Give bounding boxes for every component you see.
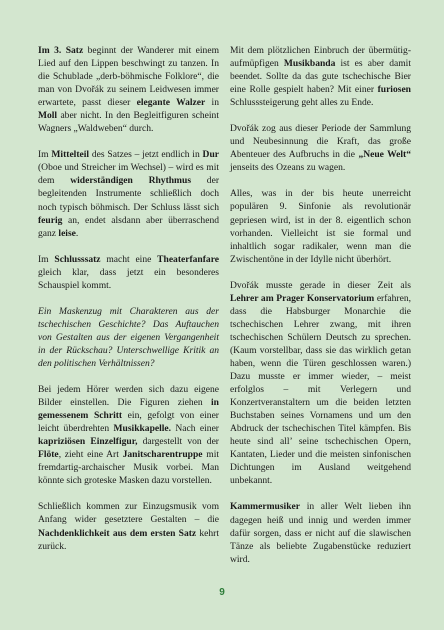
text-run: in [205, 97, 219, 109]
bold-text: Janitscharentruppe [122, 449, 203, 461]
bold-text: Musikkapelle. [113, 423, 172, 435]
bold-text: Schlusssatz [54, 253, 101, 265]
bold-text: Mittelteil [51, 149, 90, 161]
paragraph [38, 148, 219, 239]
bold-text: furiosen [377, 84, 411, 96]
text-run: Im [38, 253, 55, 265]
text-run: mit fremdartig-archaischer Musik vorbei. Man könnte sich groteske Masken dazu vorstellen. [38, 449, 219, 487]
text-run: an, endet alsdann aber überraschend ganz [38, 214, 219, 239]
paragraph [230, 44, 411, 109]
text-run: jenseits des Ozeans zu wagen. [230, 162, 346, 174]
right-column [230, 44, 411, 579]
bold-text: feurig [38, 214, 63, 226]
text-run: Alles, was in der bis heute unerreicht populären 9. Sinfonie als revolutionär gepriesen wird, ist in der 8. eigentlich schon vorhanden. Vielleicht ist sie formal und inhaltlich sogar radikaler, wenn man die Zwischentöne in der Idylle nicht überhört. [230, 188, 411, 265]
text-run: in aller Welt lieben ihn dagegen heiß und innig und werden immer dafür sorgen, dass er nicht auf die slawischen Tänze als beliebte Zugabenstücke reduziert wird. [230, 501, 411, 565]
text-run: Schließlich kommen zur Einzugsmusik vom Anfang wider gesetztere Gestalten – die [38, 501, 219, 526]
bold-text: Flöte [38, 449, 59, 461]
bold-text: Musikbanda [283, 58, 336, 70]
bold-text: Im 3. Satz [38, 45, 84, 56]
text-run: Dvořák musste gerade in dieser Zeit als [230, 279, 411, 291]
paragraph [230, 500, 411, 565]
text-run: des Satzes – jetzt endlich in [89, 149, 203, 161]
bold-text: Kammermusiker [230, 501, 300, 513]
text-run: Nach einer [171, 423, 219, 435]
bold-text: Lehrer am Prager Konservatorium [230, 292, 375, 304]
bold-text: kapriziösen Einzelfigur, [38, 436, 138, 448]
paragraph [38, 44, 219, 135]
text-run: dargestellt von der [137, 436, 219, 448]
bold-text: widerständigen Rhythmus [70, 175, 192, 187]
bold-text: in gemessenem Schritt [38, 397, 219, 422]
bold-text: elegante Walzer [136, 97, 206, 109]
bold-text: Theaterfanfare [157, 253, 219, 265]
paragraph [38, 253, 219, 292]
page-number: 9 [219, 587, 225, 598]
paragraph [38, 305, 219, 370]
text-run: Bei jedem Hörer werden sich dazu eigene Bilder einstellen. Die Figuren ziehen [38, 384, 219, 409]
text-run: Schlusssteigerung geht alles zu Ende. [230, 97, 374, 109]
text-run: Dvořák zog aus dieser Periode der Sammlung und Neubesinnung die Kraft, das große Abenteuer des Aufbruchs in die [230, 123, 411, 161]
bold-text: „Neue Welt“ [358, 149, 411, 161]
bold-text: Nachdenklichkeit aus dem ersten Satz [38, 527, 197, 539]
text-run: kehrt zurück. [38, 527, 219, 552]
text-run: ist es aber damit beendet. Sollte da das gute tschechische Bier eine Rolle gespielt haben? Mit einer [230, 58, 411, 96]
text-run: beginnt der Wanderer mit einem Lied auf den Lippen beschwingt zu tanzen. In die Schublade „derb-böhmische Folklore“, die man von Dvořák zu seinem Leidwesen immer erwartete, passt dieser [38, 45, 219, 109]
text-run: (Oboe und Streicher im Wechsel) – wird es mit dem [38, 162, 219, 187]
text-run: Mit dem plötzlichen Einbruch der übermütig-aufmüpfigen [230, 45, 411, 70]
text-run: erfahren, dass die Habsburger Monarchie die tschechischen Lehrer zwang, mit ihren tschechischen Schülern Deutsch zu sprechen. (Kaum vorstellbar, dass sie das wirklich getan haben, wenn die Türen geschlossen waren.) Dazu musste er immer wieder, – meist erfolglos – mit Verlegern und Konzertveranstaltern um die beiden letzten Buchstaben seines Vornamens und um den Abdruck der tschechischen Titel kämpfen. Bis heute sind all’ seine tschechischen Opern, Kantaten, Lieder und die meisten sinfonischen Dichtungen im Ausland weitgehend unbekannt. [230, 292, 412, 487]
paragraph [230, 279, 411, 488]
paragraph [230, 187, 411, 265]
paragraph [38, 500, 219, 552]
bold-text: Moll [38, 110, 58, 122]
bold-text: Dur [202, 149, 219, 161]
text-run: ein, gefolgt von einer leicht überdrehten [38, 410, 219, 435]
paragraph [38, 383, 219, 487]
text-run: , zieht eine Art [58, 449, 123, 461]
left-column [38, 44, 219, 566]
text-run: macht eine [100, 253, 158, 265]
text-run: aber nicht. In den Begleitfiguren scheint Wagners „Waldweben“ durch. [38, 110, 219, 135]
text-run: Ein Maskenzug mit Charakteren aus der tschechischen Geschichte? Das Auftauchen von Gestalten aus der eigenen Vergangenheit in der Rückschau? Unterschwellige Kritik an den politischen Verhältnissen? [38, 305, 219, 369]
paragraph [230, 122, 411, 174]
text-run: der begleitenden Instrumente schließlich doch noch typisch böhmisch. Der Schluss lässt sich [38, 175, 219, 213]
text-run: . [75, 227, 79, 239]
text-run: gleich klar, dass jetzt ein besonderes Schauspiel kommt. [38, 266, 219, 291]
text-run: Im [38, 149, 52, 161]
bold-text: leise [58, 227, 76, 239]
